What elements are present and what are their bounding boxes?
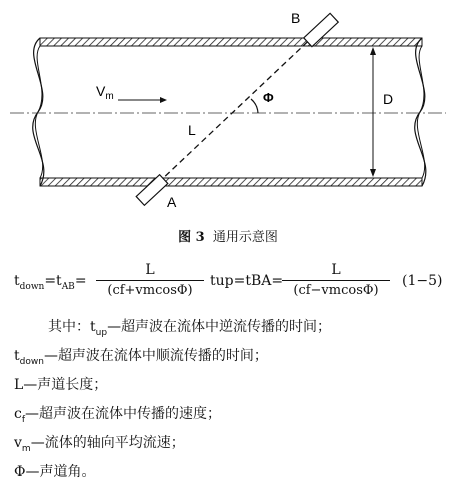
figure-caption (0, 226, 456, 245)
acoustic-path-line (158, 30, 320, 183)
definition-t-up: 其中：$t_{up}—$超声波在流体中逆流传播的时间； (48, 319, 332, 338)
fraction-upstream-denominator: (cf−vmcosΦ) (293, 283, 379, 298)
equation-1-5 (14, 261, 454, 305)
pipe-top-wall (40, 38, 422, 46)
figure-caption-text: 通用示意图 (212, 230, 278, 245)
definition-vm: $v_m—$流体的轴向平均流速； (14, 435, 185, 454)
angle-arc (251, 99, 258, 113)
variable-definitions (14, 313, 454, 487)
label-l: L (188, 122, 196, 138)
equation-lhs: $t_{down}=t_{AB}=$ (14, 273, 87, 292)
figure-number: 图 3 (178, 230, 205, 245)
fraction-upstream (282, 261, 390, 300)
equation-number: (1−5) (402, 273, 443, 289)
label-phi: Φ (263, 90, 274, 105)
fraction-upstream-numerator: L (331, 262, 341, 278)
label-d: D (383, 91, 394, 107)
pipe-bottom-wall (40, 178, 422, 186)
definition-cf: $c_f—$超声波在流体中传播的速度； (14, 406, 222, 425)
label-a: A (167, 194, 177, 210)
definition-phi: Φ—声道角。 (14, 464, 96, 480)
fraction-downstream-numerator: L (145, 262, 155, 278)
label-vm: $V_m$ (96, 83, 114, 102)
fraction-downstream-denominator: (cf+vmcosΦ) (107, 283, 193, 298)
definition-t-down: $t_{down}—$超声波在流体中顺流传播的时间； (14, 348, 268, 367)
label-b: B (291, 10, 301, 26)
fraction-downstream (96, 261, 204, 300)
definition-l: L—声道长度； (14, 377, 108, 393)
equation-middle: tup=tBA= (210, 273, 284, 289)
flow-meter-diagram (0, 0, 456, 222)
